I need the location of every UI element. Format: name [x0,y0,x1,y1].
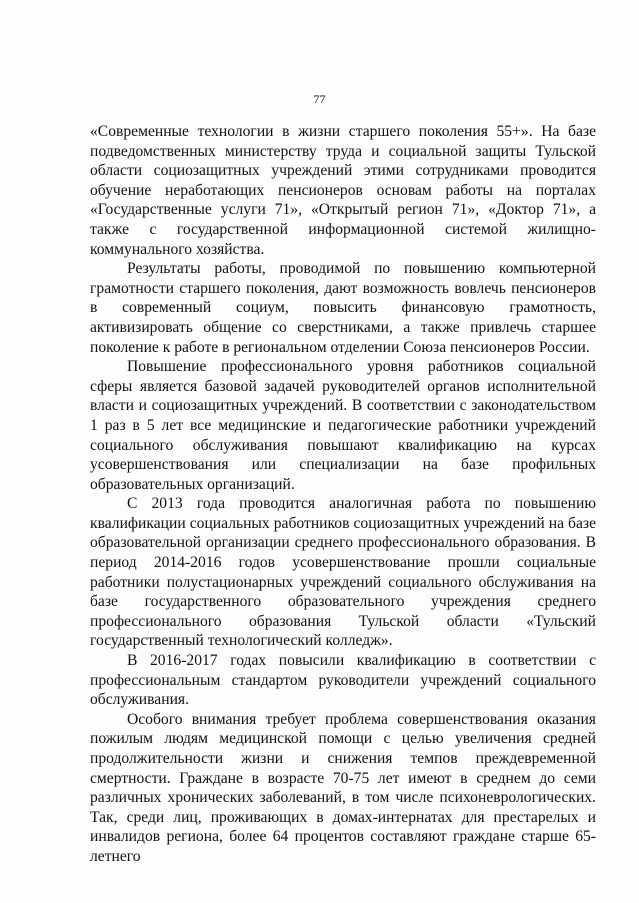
paragraph-4: С 2013 года проводится аналогичная работа по повышению квалификации социальных работников социозащитных учреждений на базе образовательной организации среднего профессионального образования. В период 2014-2016 годов усовершенствование прошли социальные работники полустационарных учреждений социального обслуживания на базе государственного образовательного учреждения среднего профессионального образования Тульской области «Тульский государственный технологический колледж». [90,495,596,650]
paragraph-6: Особого внимания требует проблема совершенствования оказания пожилым людям медицинской помощи с целью увеличения средней продолжительности жизни и снижения темпов преждевременной смертности. Граждане в возрасте 70-75 лет имеют в среднем до семи различных хронических заболеваний, в том числе психоневрологических. Так, среди лиц, проживающих в домах-интернатах для престарелых и инвалидов региона, более 64 процентов составляют граждане старше 65-летнего [90,710,596,865]
paragraph-1: «Современные технологии в жизни старшего поколения 55+». На базе подведомственных министерству труда и социальной защиты Тульской области социозащитных учреждений этими сотрудниками проводится обучение неработающих пенсионеров основам работы на порталах «Государственные услуги 71», «Открытый регион 71», «Доктор 71», а также с государственной информационной системой жилищно-коммунального хозяйства. [90,123,596,258]
paragraph-2: Результаты работы, проводимой по повышению компьютерной грамотности старшего поколения, дают возможность вовлечь пенсионеров в современный социум, повысить финансовую грамотность, активизировать общение со сверстниками, а также привлечь старшее поколение к работе в региональном отделении Союза пенсионеров России. [90,260,596,356]
paragraph-5: В 2016-2017 годах повысили квалификацию в соответствии с профессиональным стандартом руководители учреждений социального обслуживания. [90,652,596,709]
page-number: 77 [313,92,326,106]
body-text [90,122,596,867]
paragraph-3: Повышение профессионального уровня работников социальной сферы является базовой задачей руководителей органов исполнительной власти и социозащитных учреждений. В соответствии с законодательством 1 раз в 5 лет все медицинские и педагогические работники учреждений социального обслуживания повышают квалификацию на курсах усовершенствования или специализации на базе профильных образовательных организаций. [90,358,596,493]
